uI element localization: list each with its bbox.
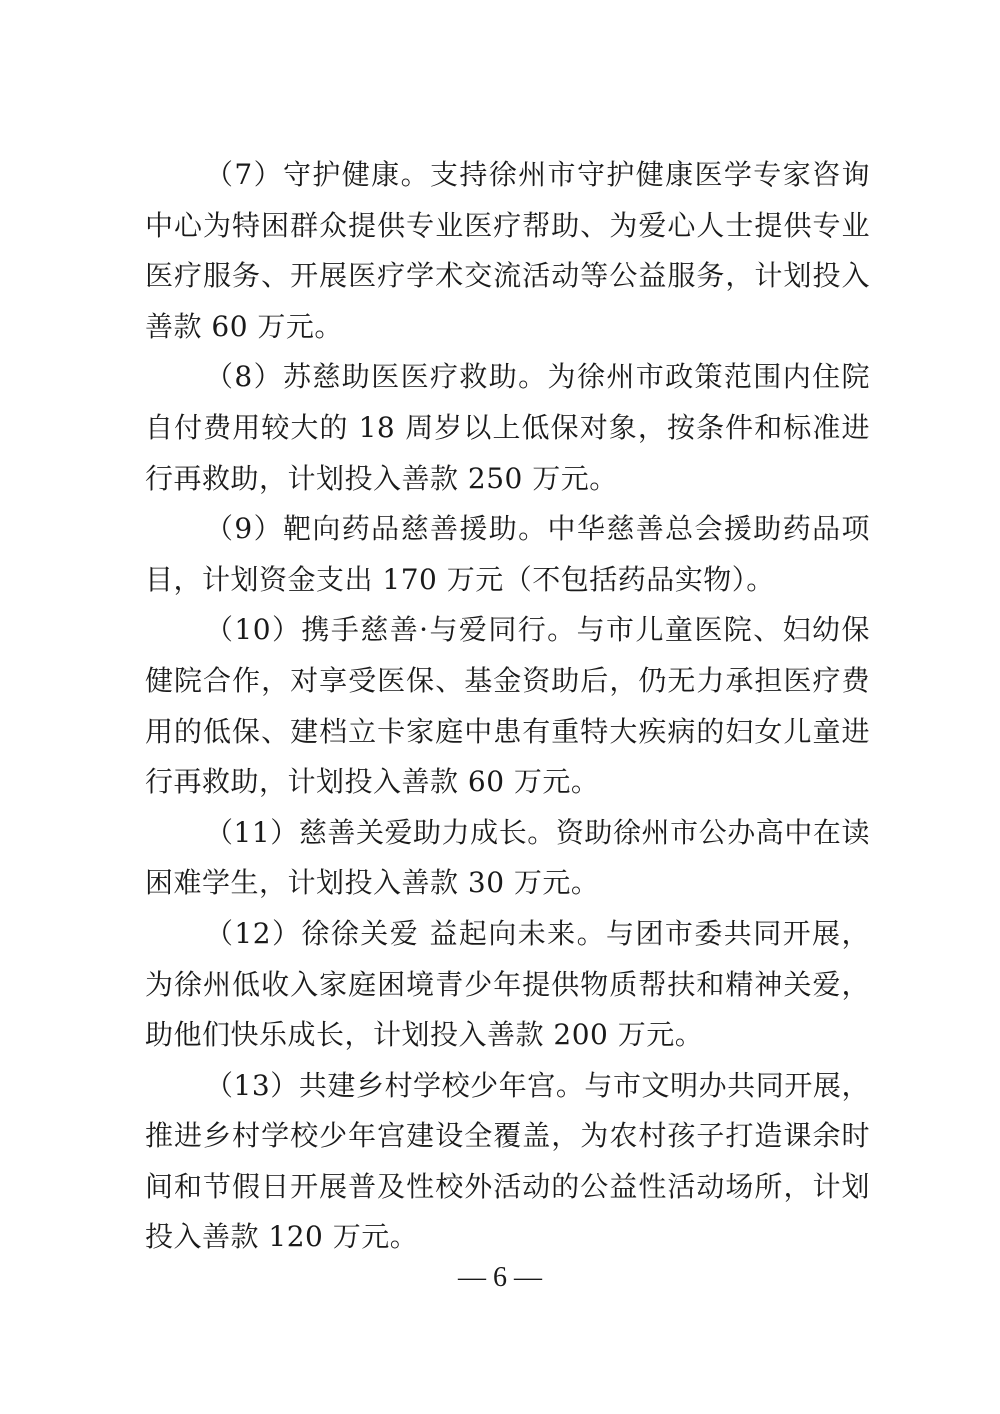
paragraph-item-9: （9）靶向药品慈善援助。中华慈善总会援助药品项目，计划资金支出 170 万元（不包括药品实物）。 [145,512,870,596]
paragraph-item-11: （11）慈善关爱助力成长。资助徐州市公办高中在读困难学生，计划投入善款 30 万元。 [145,815,870,900]
paragraph-item-12: （12）徐徐关爱 益起向未来。与团市委共同开展，为徐州低收入家庭困境青少年提供物质帮扶和精神关爱，助他们快乐成长，计划投入善款 200 万元。 [145,916,870,1052]
paragraph-item-7: （7）守护健康。支持徐州市守护健康医学专家咨询中心为特困群众提供专业医疗帮助、为爱心人士提供专业医疗服务、开展医疗学术交流活动等公益服务，计划投入善款 60 万元。 [145,158,870,343]
page-number: — 6 — [458,1262,542,1293]
paragraph-item-10: （10）携手慈善·与爱同行。与市儿童医院、妇幼保健院合作，对享受医保、基金资助后，仍无力承担医疗费用的低保、建档立卡家庭中患有重特大疾病的妇女儿童进行再救助，计划投入善款 60 万元。 [145,613,870,799]
paragraph-item-13: （13）共建乡村学校少年宫。与市文明办共同开展，推进乡村学校少年宫建设全覆盖，为农村孩子打造课余时间和节假日开展普及性校外活动的公益性活动场所，计划投入善款 120 万元。 [145,1068,870,1254]
paragraph-item-8: （8）苏慈助医医疗救助。为徐州市政策范围内住院自付费用较大的 18 周岁以上低保对象，按条件和标准进行再救助，计划投入善款 250 万元。 [145,360,870,495]
document-body [145,150,870,1263]
